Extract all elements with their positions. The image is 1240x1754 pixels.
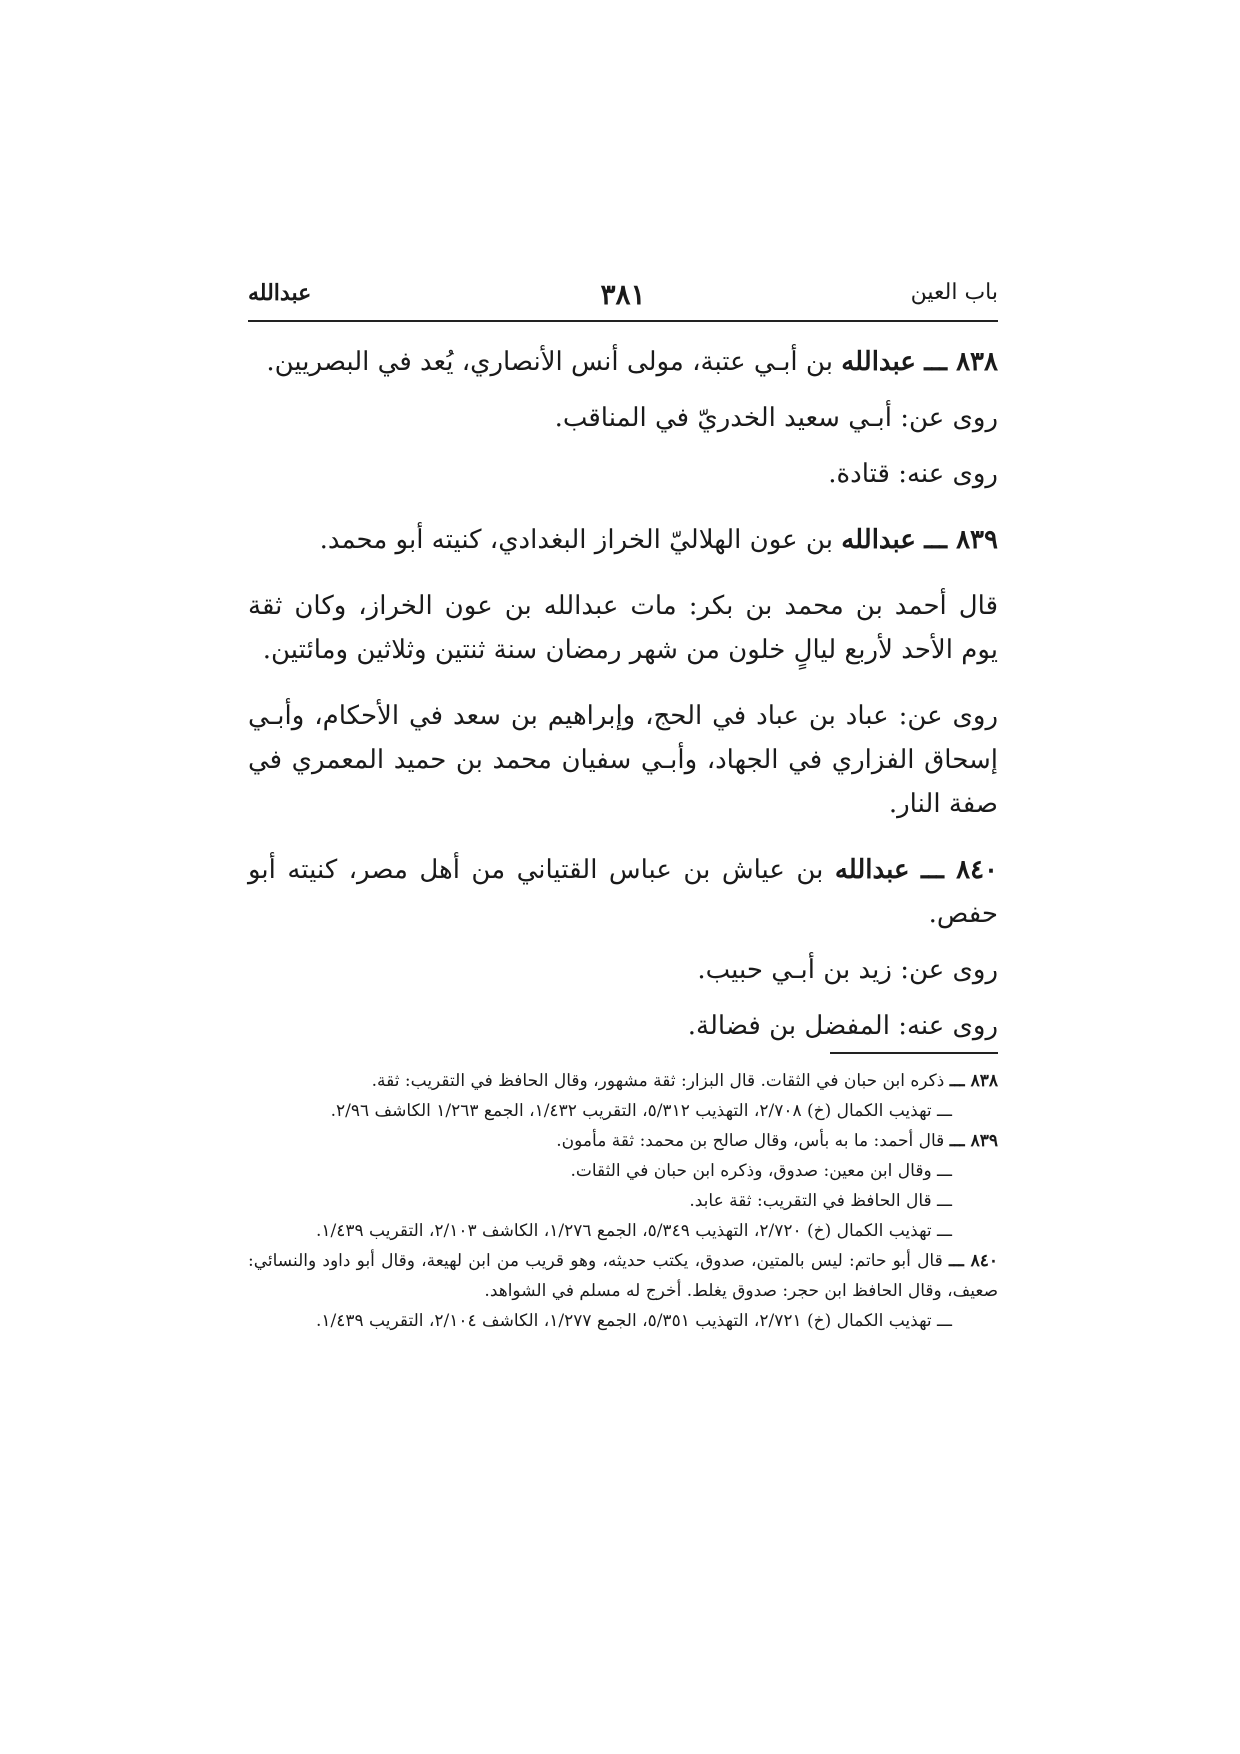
footnote-line: ـــ قال الحافظ في التقريب: ثقة عابد. (689, 1191, 952, 1211)
entry-heading (248, 848, 998, 936)
narrated-from: روى عن: عباد بن عباد في الحج، وإبراهيم بن سعد في الأحكام، وأبـي إسحاق الفزاري في الجهاد، وأبـي سفيان محمد بن حميد المعمري في صفة النار. (248, 701, 998, 819)
entry-text: بن عياش بن عباس القتياني من أهل مصر، كنيته أبو حفص. (248, 855, 998, 929)
footnote-refs: ـــ تهذيب الكمال (خ) ٢/٧٠٨، التهذيب ٥/٣١٢، التقريب ١/٤٣٢، الجمع ١/٢٦٣ الكاشف ٢/٩٦. (330, 1101, 952, 1121)
footnote-text: قال أحمد: ما به بأس، وقال صالح بن محمد: ثقة مأمون. (556, 1131, 945, 1151)
footnote-number: ٨٣٨ ـــ (949, 1071, 998, 1091)
page-number: ٣٨١ (600, 278, 646, 311)
entry-text: بن أبـي عتبة، مولى أنس الأنصاري، يُعد في البصريين. (266, 347, 842, 377)
footnote-number: ٨٤٠ ـــ (948, 1251, 998, 1271)
footnote-refs: ـــ تهذيب الكمال (خ) ٢/٧٢٠، التهذيب ٥/٣٤٩، الجمع ١/٢٧٦، الكاشف ٢/١٠٣، التقريب ١/٤٣٩. (315, 1221, 952, 1241)
running-header (248, 278, 998, 322)
entry-keyword: عبدالله (841, 347, 916, 377)
header-rule (248, 320, 998, 322)
footnote-text: ذكره ابن حبان في الثقات. قال البزار: ثقة مشهور، وقال الحافظ في التقريب: ثقة. (371, 1071, 945, 1091)
footnote-number: ٨٣٩ ـــ (949, 1131, 998, 1151)
footnote-838 (248, 1066, 998, 1126)
entry-heading (248, 518, 998, 562)
footnote-839 (248, 1126, 998, 1246)
narrated-from: روى عن: أبـي سعيد الخدريّ في المناقب. (554, 403, 998, 433)
entry-838 (248, 340, 998, 496)
header-keyword: عبدالله (248, 280, 312, 306)
entry-keyword: عبدالله (834, 855, 910, 885)
chapter-title: باب العين (910, 280, 998, 305)
entry-text: بن عون الهلاليّ الخراز البغدادي، كنيته أبو محمد. (319, 525, 842, 555)
entry-number: ٨٣٩ ـــ (924, 525, 998, 555)
entry-paragraph: قال أحمد بن محمد بن بكر: مات عبدالله بن عون الخراز، وكان ثقة يوم الأحد لأربع ليالٍ خلون من شهر رمضان سنة ثنتين وثلاثين ومائتين. (248, 591, 998, 665)
narrated-by: روى عنه: المفضل بن فضالة. (687, 1011, 998, 1041)
entry-keyword: عبدالله (841, 525, 916, 555)
main-text (248, 340, 998, 1048)
footnote-840 (248, 1246, 998, 1336)
narrated-by: روى عنه: قتادة. (828, 459, 998, 489)
entry-heading (248, 340, 998, 384)
footnote-rule (830, 1052, 998, 1054)
entry-number: ٨٤٠ ـــ (921, 855, 999, 885)
entry-840 (248, 848, 998, 1048)
footnote-text: قال أبو حاتم: ليس بالمتين، صدوق، يكتب حديثه، وهو قريب من ابن لهيعة، وقال أبو داود والنسائي: صعيف، وقال الحافظ ابن حجر: صدوق يغلط. أخرج له مسلم في الشواهد. (248, 1251, 998, 1301)
footnotes (248, 1066, 998, 1336)
narrated-from: روى عن: زيد بن أبـي حبيب. (697, 955, 998, 985)
footnote-refs: ـــ تهذيب الكمال (خ) ٢/٧٢١، التهذيب ٥/٣٥١، الجمع ١/٢٧٧، الكاشف ٢/١٠٤، التقريب ١/٤٣٩. (315, 1311, 952, 1331)
entry-number: ٨٣٨ ـــ (924, 347, 998, 377)
entry-839 (248, 518, 998, 826)
footnote-line: ـــ وقال ابن معين: صدوق، وذكره ابن حبان في الثقات. (570, 1161, 952, 1181)
